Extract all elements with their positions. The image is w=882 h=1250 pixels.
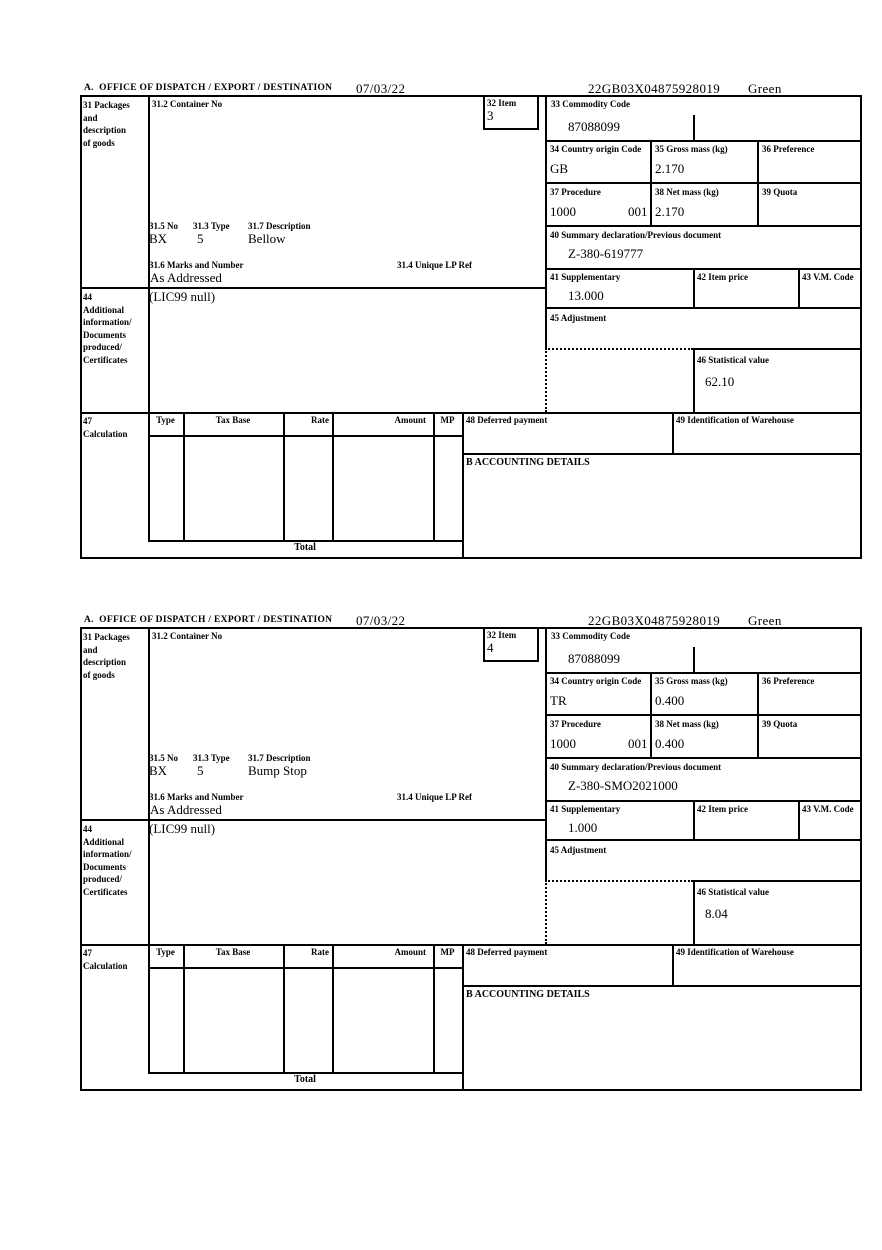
column-header-mp: MP <box>440 415 455 425</box>
adjustment-label: 45 Adjustment <box>550 313 607 323</box>
warehouse-id-label: 49 Identification of Warehouse <box>676 415 794 425</box>
box48-49-divider <box>672 412 674 453</box>
description-label: 31.7 Description <box>248 221 311 231</box>
dotted-horizontal-divider <box>545 880 693 882</box>
accounting-details-label: B ACCOUNTING DETAILS <box>466 989 590 1000</box>
commodity-code-value: 87088099 <box>568 651 620 666</box>
item-price-label: 42 Item price <box>697 804 748 814</box>
column-header-amount: Amount <box>394 947 426 957</box>
right-column-divider <box>545 95 547 348</box>
box41-row-bottom-rule <box>545 839 862 841</box>
declaration-reference: 22GB03X04875928019 <box>588 81 721 96</box>
table-header-rule <box>148 967 462 969</box>
box48-left-border <box>462 412 464 557</box>
box46-left-border <box>693 348 695 412</box>
statistical-value: 8.04 <box>705 906 728 921</box>
supplementary-label: 41 Supplementary <box>550 804 621 814</box>
calculation-row-top-rule <box>80 412 862 414</box>
supplementary-value: 1.000 <box>568 820 598 835</box>
package-no-label: 31.5 No <box>149 753 178 763</box>
declaration-date: 07/03/22 <box>356 81 406 96</box>
box41-42-divider <box>693 800 695 839</box>
commodity-code-inner-divider <box>693 647 695 672</box>
deferred-payment-label: 48 Deferred payment <box>466 947 548 957</box>
box41-row-bottom-rule <box>545 307 862 309</box>
type-column-divider <box>183 944 185 1072</box>
previous-document-label: 40 Summary declaration/Previous document <box>550 230 722 240</box>
column-header-tax-base: Tax Base <box>215 415 251 425</box>
box44-label: 44 Additional information/ Documents produced/ Certificates <box>83 824 132 897</box>
container-no-label: 31.2 Container No <box>152 99 223 109</box>
box41-42-divider <box>693 268 695 307</box>
column-header-tax-base: Tax Base <box>215 947 251 957</box>
box46-left-border <box>693 880 695 944</box>
type-column-divider <box>183 412 185 540</box>
rate-column-divider <box>332 944 334 1072</box>
label-column-divider <box>148 95 150 540</box>
additional-information-value: (LIC99 null) <box>149 289 216 304</box>
country-origin-label: 34 Country origin Code <box>550 676 642 686</box>
vm-code-label: 43 V.M. Code <box>802 272 854 282</box>
procedure-label: 37 Procedure <box>550 719 601 729</box>
container-no-label: 31.2 Container No <box>152 631 223 641</box>
commodity-code-label: 33 Commodity Code <box>551 99 630 109</box>
item-outer-frame <box>80 95 862 559</box>
net-mass-value: 2.170 <box>655 204 685 219</box>
box42-43-divider <box>798 800 800 839</box>
procedure-value: 1000 <box>550 736 576 751</box>
box44-label: 44 Additional information/ Documents produced/ Certificates <box>83 292 132 365</box>
quota-label: 39 Quota <box>762 719 798 729</box>
adjustment-label: 45 Adjustment <box>550 845 607 855</box>
rate-column-divider <box>332 412 334 540</box>
statistical-value: 62.10 <box>705 374 735 389</box>
box37-row-bottom-rule <box>545 225 862 227</box>
accounting-top-rule <box>462 453 862 455</box>
gross-mass-value: 2.170 <box>655 161 685 176</box>
supplementary-label: 41 Supplementary <box>550 272 621 282</box>
column-header-rate: Rate <box>311 947 329 957</box>
commodity-code-inner-divider <box>693 115 695 140</box>
item-label: 32 Item <box>487 98 517 108</box>
commodity-code-label: 33 Commodity Code <box>551 631 630 641</box>
country-origin-value: GB <box>550 161 569 176</box>
declaration-item-section-1 <box>80 83 862 561</box>
box34-row-bottom-rule <box>545 182 862 184</box>
unique-lp-ref-label: 31.4 Unique LP Ref <box>397 792 473 802</box>
marks-and-number-label: 31.6 Marks and Number <box>149 792 244 802</box>
vm-code-label: 43 V.M. Code <box>802 804 854 814</box>
taxbase-column-divider <box>283 944 285 1072</box>
package-type-value: 5 <box>197 763 204 778</box>
column-header-type: Type <box>156 415 175 425</box>
box37-row-bottom-rule <box>545 757 862 759</box>
box48-49-divider <box>672 944 674 985</box>
procedure-label: 37 Procedure <box>550 187 601 197</box>
gross-mass-label: 35 Gross mass (kg) <box>655 144 728 154</box>
box47-label: 47 Calculation <box>83 948 128 971</box>
additional-information-value: (LIC99 null) <box>149 821 216 836</box>
label-column-divider <box>148 627 150 1072</box>
box48-left-border <box>462 944 464 1089</box>
package-no-label: 31.5 No <box>149 221 178 231</box>
statistical-value-label: 46 Statistical value <box>697 355 769 365</box>
marks-and-number-value: As Addressed <box>150 270 222 285</box>
accounting-top-rule <box>462 985 862 987</box>
unique-lp-ref-label: 31.4 Unique LP Ref <box>397 260 473 270</box>
taxbase-column-divider <box>283 412 285 540</box>
statistical-value-label: 46 Statistical value <box>697 887 769 897</box>
item-label: 32 Item <box>487 630 517 640</box>
net-mass-value: 0.400 <box>655 736 685 751</box>
previous-document-value: Z-380-619777 <box>568 246 644 261</box>
column-header-type: Type <box>156 947 175 957</box>
item-outer-frame <box>80 627 862 1091</box>
declaration-date: 07/03/22 <box>356 613 406 628</box>
calculation-total-label: Total <box>294 1074 316 1085</box>
box31-label: 31 Packages and description of goods <box>83 100 130 148</box>
box40-bottom-rule <box>545 800 862 802</box>
dotted-vertical-divider <box>545 348 547 412</box>
column-header-mp: MP <box>440 947 455 957</box>
preference-label: 36 Preference <box>762 144 815 154</box>
dotted-horizontal-divider <box>545 348 693 350</box>
country-origin-value: TR <box>550 693 567 708</box>
table-header-rule <box>148 435 462 437</box>
column-header-amount: Amount <box>394 415 426 425</box>
previous-document-value: Z-380-SMO2021000 <box>568 778 678 793</box>
package-type-label: 31.3 Type <box>193 221 230 231</box>
marks-and-number-value: As Addressed <box>150 802 222 817</box>
procedure-code-value: 001 <box>628 204 648 219</box>
amount-column-divider <box>433 944 435 1072</box>
goods-description-value: Bellow <box>248 231 286 246</box>
box34-row-bottom-rule <box>545 714 862 716</box>
commodity-code-value: 87088099 <box>568 119 620 134</box>
package-type-label: 31.3 Type <box>193 753 230 763</box>
item-number-value: 3 <box>487 108 494 123</box>
declaration-item-section-2 <box>80 615 862 1093</box>
procedure-code-value: 001 <box>628 736 648 751</box>
description-label: 31.7 Description <box>248 753 311 763</box>
dotted-vertical-divider <box>545 880 547 944</box>
gross-mass-label: 35 Gross mass (kg) <box>655 676 728 686</box>
column-header-rate: Rate <box>311 415 329 425</box>
package-no-value: BX <box>149 231 168 246</box>
gross-mass-value: 0.400 <box>655 693 685 708</box>
box46-top-rule <box>693 880 862 882</box>
calculation-row-top-rule <box>80 944 862 946</box>
country-origin-label: 34 Country origin Code <box>550 144 642 154</box>
item-number-value: 4 <box>487 640 494 655</box>
box46-top-rule <box>693 348 862 350</box>
quota-label: 39 Quota <box>762 187 798 197</box>
net-mass-label: 38 Net mass (kg) <box>655 719 719 729</box>
amount-column-divider <box>433 412 435 540</box>
procedure-value: 1000 <box>550 204 576 219</box>
box47-label: 47 Calculation <box>83 416 128 439</box>
preference-label: 36 Preference <box>762 676 815 686</box>
box42-43-divider <box>798 268 800 307</box>
routing-status: Green <box>748 81 782 96</box>
accounting-details-label: B ACCOUNTING DETAILS <box>466 457 590 468</box>
marks-and-number-label: 31.6 Marks and Number <box>149 260 244 270</box>
supplementary-value: 13.000 <box>568 288 604 303</box>
calculation-total-label: Total <box>294 542 316 553</box>
box40-bottom-rule <box>545 268 862 270</box>
box33-bottom-rule <box>545 672 862 674</box>
box31-label: 31 Packages and description of goods <box>83 632 130 680</box>
deferred-payment-label: 48 Deferred payment <box>466 415 548 425</box>
item-price-label: 42 Item price <box>697 272 748 282</box>
office-of-dispatch-label: A. OFFICE OF DISPATCH / EXPORT / DESTINATION <box>84 615 333 625</box>
routing-status: Green <box>748 613 782 628</box>
warehouse-id-label: 49 Identification of Warehouse <box>676 947 794 957</box>
box33-bottom-rule <box>545 140 862 142</box>
previous-document-label: 40 Summary declaration/Previous document <box>550 762 722 772</box>
goods-description-value: Bump Stop <box>248 763 307 778</box>
package-no-value: BX <box>149 763 168 778</box>
declaration-reference: 22GB03X04875928019 <box>588 613 721 628</box>
package-type-value: 5 <box>197 231 204 246</box>
office-of-dispatch-label: A. OFFICE OF DISPATCH / EXPORT / DESTINATION <box>84 83 333 93</box>
net-mass-label: 38 Net mass (kg) <box>655 187 719 197</box>
right-column-divider <box>545 627 547 880</box>
